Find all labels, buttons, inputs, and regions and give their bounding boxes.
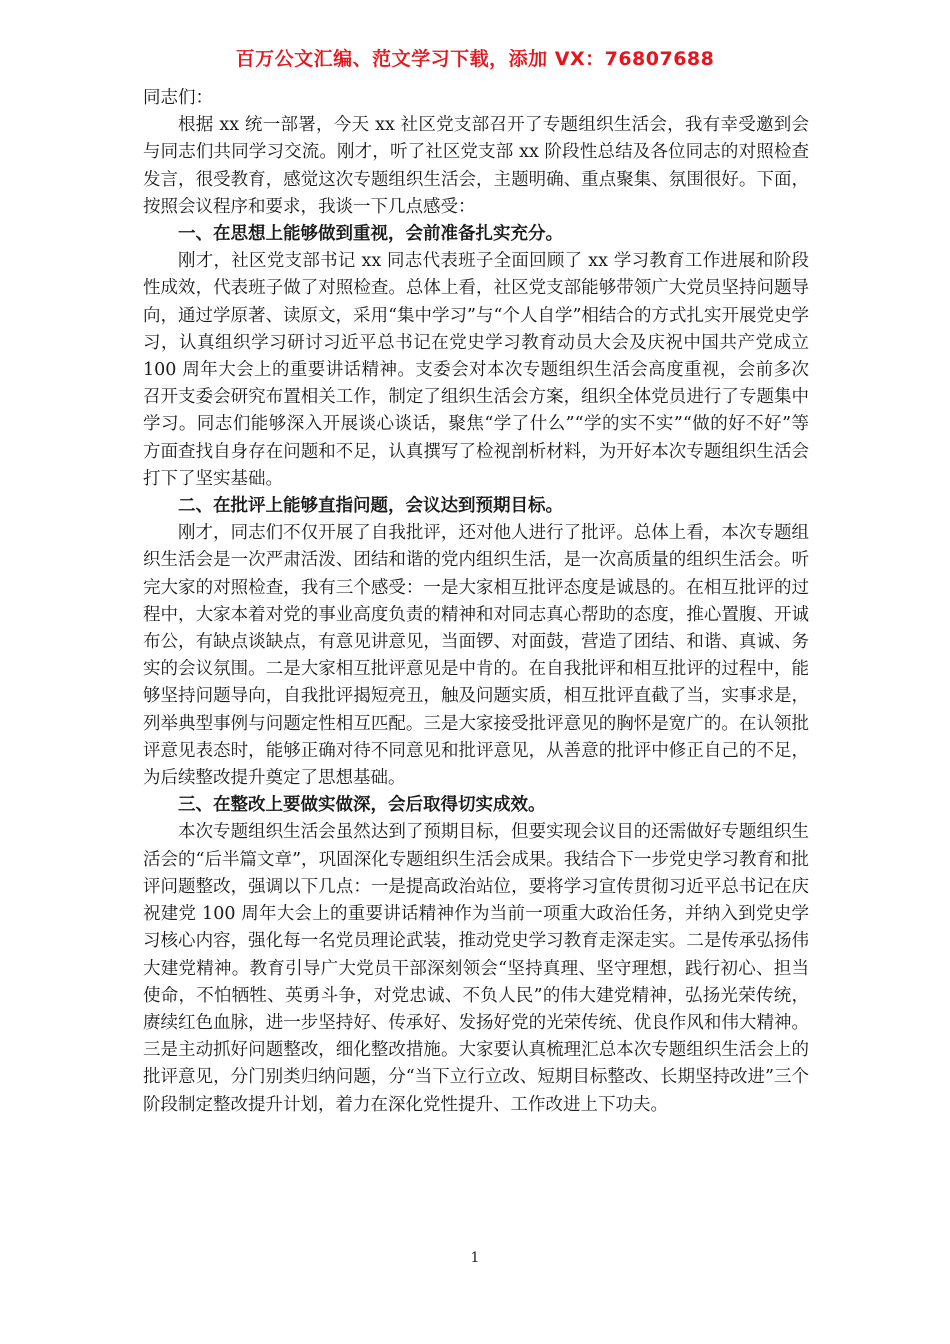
- salutation: 同志们：: [143, 88, 213, 108]
- section-heading-3: 三、在整改上要做实做深，会后取得切实成效。: [178, 795, 546, 816]
- section-paragraph-2: 刚才，同志们不仅开展了自我批评，还对他人进行了批评。总体上看，本次专题组织生活会是一次严肃活泼、团结和谐的党内组织生活，是一次高质量的组织生活会。听完大家的对照检查，我有三个感受：一是大家相互批评态度是诚恳的。在相互批评的过程中，大家本着对党的事业高度负责的精神和对同志真心帮助的态度，推心置腹、开诚布公，有缺点谈缺点，有意见讲意见，当面锣、对面鼓，营造了团结、和谐、真诚、务实的会议氛围。二是大家相互批评意见是中肯的。在自我批评和相互批评的过程中，能够坚持问题导向，自我批评揭短亮丑，触及问题实质，相互批评直截了当，实事求是，列举典型事例与问题定性相互匹配。三是大家接受批评意见的胸怀是宽广的。在认领批评意见表态时，能够正确对待不同意见和批评意见，从善意的批评中修正自己的不足，为后续整改提升奠定了思想基础。: [143, 523, 809, 789]
- intro-paragraph: 根据 xx 统一部署，今天 xx 社区党支部召开了专题组织生活会，我有幸受邀到会与同志们共同学习交流。刚才，听了社区党支部 xx 阶段性总结及各位同志的对照检查发言，很受教育，感觉这次专题组织生活会，主题明确、重点聚集、氛围很好。下面，按照会议程序和要求，我谈一下几点感受：: [143, 115, 809, 217]
- section-paragraph-3: 本次专题组织生活会虽然达到了预期目标，但要实现会议目的还需做好专题组织生活会的“后半篇文章”，巩固深化专题组织生活会成果。我结合下一步党史学习教育和批评问题整改，强调以下几点：一是提高政治站位，要将学习宣传贯彻习近平总书记在庆祝建党 100 周年大会上的重要讲话精神作为当前一项重大政治任务，并纳入到党史学习核心内容，强化每一名党员理论武装，推动党史学习教育走深走实。二是传承弘扬伟大建党精神。教育引导广大党员干部深刻领会“坚持真理、坚守理想，践行初心、担当使命，不怕牺牲、英勇斗争，对党忠诚、不负人民”的伟大建党精神，弘扬光荣传统，赓续红色血脉，进一步坚持好、传承好、发扬好党的光荣传统、优良作风和伟大精神。三是主动抓好问题整改，细化整改措施。大家要认真梳理汇总本次专题组织生活会上的批评意见，分门别类归纳问题，分“当下立行立改、短期目标整改、长期坚持改进”三个阶段制定整改提升计划，着力在深化党性提升、工作改进上下功夫。: [143, 822, 809, 1115]
- section-heading-1: 一、在思想上能够做到重视，会前准备扎实充分。: [178, 224, 563, 245]
- section-heading-2: 二、在批评上能够直指问题，会议达到预期目标。: [178, 496, 563, 517]
- document-body: [143, 85, 809, 1119]
- header-banner: 百万公文汇编、范文学习下载，添加 VX：76807688: [235, 48, 715, 70]
- page-number: 1: [470, 1250, 480, 1266]
- section-paragraph-1: 刚才，社区党支部书记 xx 同志代表班子全面回顾了 xx 学习教育工作进展和阶段性成效，代表班子做了对照检查。总体上看，社区党支部能够带领广大党员坚持问题导向，通过学原著、读原文，采用“集中学习”与“个人自学”相结合的方式扎实开展党史学习，认真组织学习研讨习近平总书记在党史学习教育动员大会及庆祝中国共产党成立 100 周年大会上的重要讲话精神。支委会对本次专题组织生活会高度重视，会前多次召开支委会研究布置相关工作，制定了组织生活会方案，组织全体党员进行了专题集中学习。同志们能够深入开展谈心谈话，聚焦“学了什么”“学的实不实”“做的好不好”等方面查找自身存在问题和不足，认真撰写了检视剖析材料，为开好本次专题组织生活会打下了坚实基础。: [143, 251, 809, 489]
